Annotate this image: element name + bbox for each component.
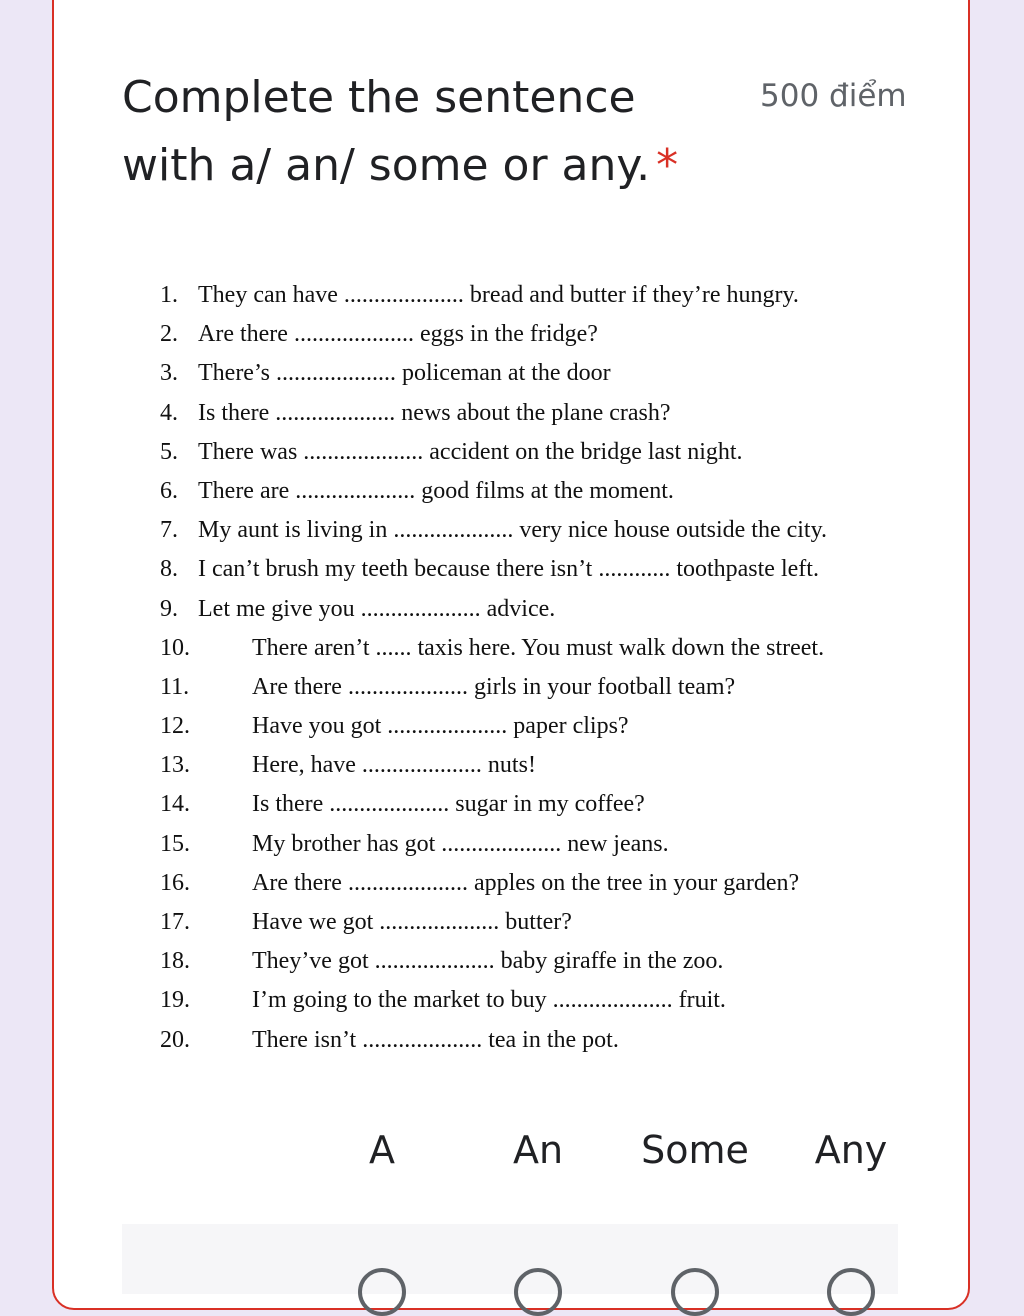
radio-button-any[interactable] xyxy=(827,1268,875,1316)
worksheet-line-number: 18. xyxy=(160,948,190,975)
worksheet-line xyxy=(160,1021,900,1060)
worksheet-line xyxy=(160,276,900,315)
worksheet-line-text: My aunt is living in .................... very nice house outside the city. xyxy=(198,517,828,544)
radio-button-an[interactable] xyxy=(514,1268,562,1316)
worksheet-line xyxy=(160,942,900,981)
worksheet-line xyxy=(160,825,900,864)
worksheet-image xyxy=(160,276,900,1060)
worksheet-line-number: 1. xyxy=(160,282,178,308)
worksheet-line-text: They can have .................... bread and butter if they’re hungry. xyxy=(198,282,799,308)
worksheet-line-text: There was .................... accident on the bridge last night. xyxy=(198,438,743,465)
grid-column-any: Any xyxy=(814,1128,888,1172)
worksheet-line xyxy=(160,746,900,785)
required-asterisk: * xyxy=(656,140,679,191)
worksheet-line-number: 3. xyxy=(160,360,178,387)
worksheet-line-text: There are .................... good films at the moment. xyxy=(198,477,674,504)
worksheet-line-number: 11. xyxy=(160,673,190,700)
grid-column-an: An xyxy=(512,1128,564,1172)
worksheet-line-text: Have you got .................... paper clips? xyxy=(252,713,629,740)
worksheet-line xyxy=(160,668,900,707)
question-title xyxy=(122,64,722,200)
worksheet-line-number: 14. xyxy=(160,791,190,818)
worksheet-line-text: Is there .................... news about the plane crash? xyxy=(198,399,671,426)
worksheet-line-text: Here, have .................... nuts! xyxy=(252,752,536,779)
worksheet-line-text: There isn’t .................... tea in the pot. xyxy=(252,1026,619,1053)
worksheet-line-text: There aren’t ...... taxis here. You must walk down the street. xyxy=(252,634,825,661)
worksheet-line-text: My brother has got .................... new jeans. xyxy=(252,830,669,857)
worksheet-line-number: 4. xyxy=(160,399,178,426)
grid-column-some: Some xyxy=(641,1128,749,1172)
worksheet-line-number: 10. xyxy=(160,634,190,661)
grid-column-a: A xyxy=(369,1128,395,1172)
worksheet-line-number: 2. xyxy=(160,321,178,348)
worksheet-line-number: 12. xyxy=(160,713,190,740)
worksheet-line-number: 20. xyxy=(160,1026,190,1053)
worksheet-line xyxy=(160,354,900,393)
worksheet-line-number: 6. xyxy=(160,477,178,504)
worksheet-line xyxy=(160,433,900,472)
radio-button-some[interactable] xyxy=(671,1268,719,1316)
points-label: 500 điểm xyxy=(760,78,907,114)
worksheet-line-number: 15. xyxy=(160,830,190,857)
worksheet-line-text: Is there .................... sugar in my coffee? xyxy=(252,791,645,818)
worksheet-line-text: Have we got .................... butter? xyxy=(252,909,572,935)
worksheet-line-number: 13. xyxy=(160,752,190,779)
question-title-text: Complete the sentence with a/ an/ some or any. xyxy=(122,72,651,191)
worksheet-line xyxy=(160,315,900,354)
worksheet-line-number: 17. xyxy=(160,909,190,935)
worksheet-line-text: There’s .................... policeman at the door xyxy=(198,360,611,387)
worksheet-line xyxy=(160,629,900,668)
worksheet-line-text: Let me give you .................... advice. xyxy=(198,595,556,622)
worksheet-line xyxy=(160,590,900,629)
worksheet-line-number: 16. xyxy=(160,869,190,896)
worksheet-line xyxy=(160,511,900,550)
grid-row xyxy=(122,1224,898,1294)
worksheet-line-text: Are there .................... girls in your football team? xyxy=(252,673,736,700)
worksheet-line xyxy=(160,864,900,903)
worksheet-line xyxy=(160,394,900,433)
worksheet-line-text: Are there .................... apples on the tree in your garden? xyxy=(252,869,800,896)
worksheet-line-number: 19. xyxy=(160,987,190,1014)
worksheet-line-number: 8. xyxy=(160,556,178,583)
worksheet-line xyxy=(160,981,900,1020)
radio-button-a[interactable] xyxy=(358,1268,406,1316)
worksheet-line-text: I’m going to the market to buy .................... fruit. xyxy=(252,987,726,1014)
worksheet-line xyxy=(160,707,900,746)
worksheet-line-number: 9. xyxy=(160,595,178,622)
worksheet-line xyxy=(160,785,900,824)
worksheet-line xyxy=(160,903,900,942)
worksheet-line-text: They’ve got .................... baby giraffe in the zoo. xyxy=(252,948,724,975)
worksheet-line-number: 5. xyxy=(160,438,178,465)
worksheet-line xyxy=(160,472,900,511)
worksheet-line-text: Are there .................... eggs in the fridge? xyxy=(198,321,598,348)
worksheet-line-text: I can’t brush my teeth because there isn’t ............ toothpaste left. xyxy=(198,556,819,583)
worksheet-line xyxy=(160,550,900,589)
worksheet-line-number: 7. xyxy=(160,517,178,544)
